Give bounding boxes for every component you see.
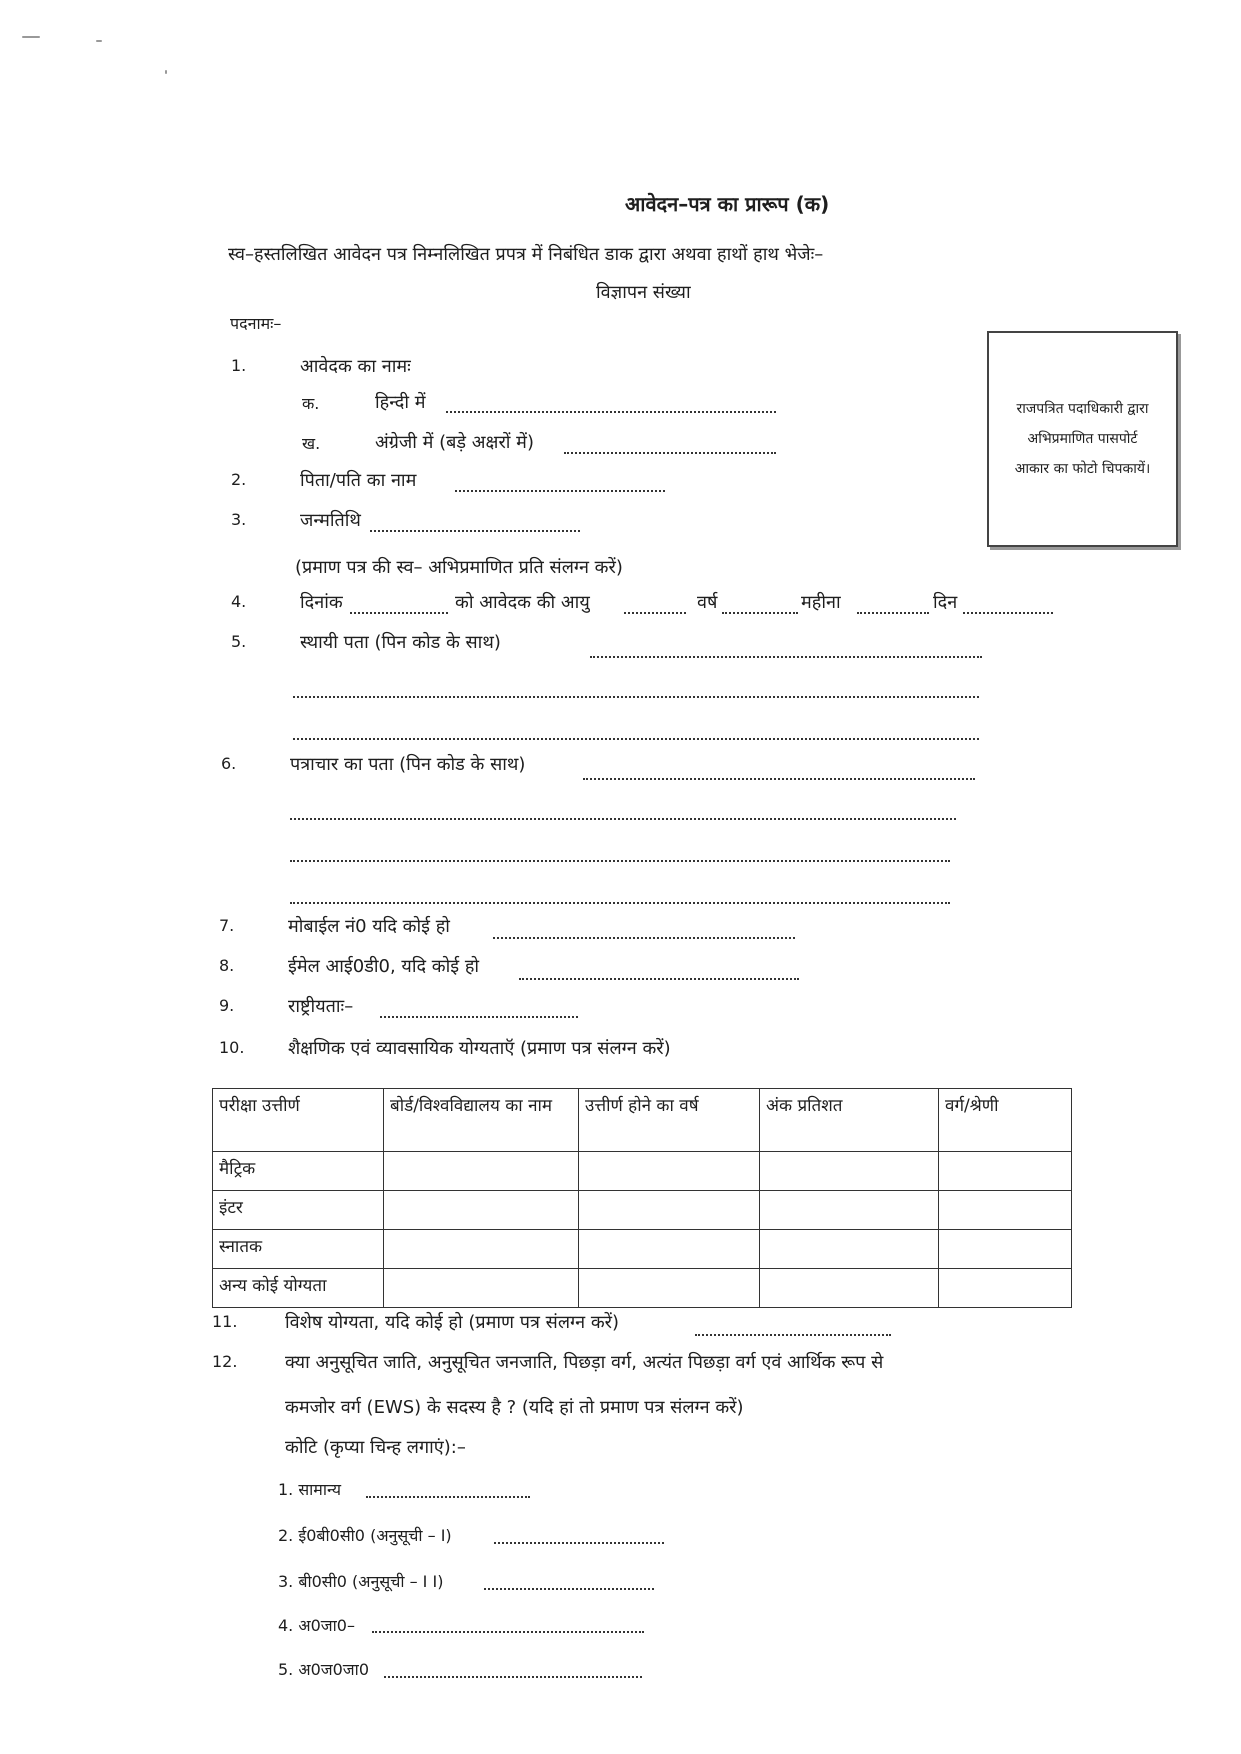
table-cell[interactable] <box>939 1230 1072 1269</box>
mobile-label: मोबाईल नं0 यदि कोई हो <box>288 916 450 937</box>
instruction-text: स्व–हस्तलिखित आवेदन पत्र निम्नलिखित प्रपत्र में निबंधित डाक द्वारा अथवा हाथों हाथ भेजेः– <box>228 244 824 265</box>
field-subnumber: क. <box>302 394 320 413</box>
scan-mark <box>165 70 167 74</box>
category-mark-label: कोटि (कृप्या चिन्ह लगाएं):– <box>285 1437 466 1458</box>
table-cell[interactable] <box>760 1191 939 1230</box>
field-number: 10. <box>219 1038 245 1057</box>
category-ebc: 2. ई0बी0सी0 (अनुसूची – I) <box>278 1526 452 1545</box>
photo-box-line: अभिप्रमाणित पासपोर्ट <box>1027 431 1138 447</box>
field-number: 4. <box>231 592 247 611</box>
category-bc: 3. बी0सी0 (अनुसूची – I I) <box>278 1572 444 1591</box>
table-cell[interactable] <box>579 1269 760 1308</box>
permanent-address-line[interactable] <box>293 696 979 698</box>
permanent-address-line[interactable] <box>293 738 979 740</box>
special-qualification-label: विशेष योग्यता, यदि कोई हो (प्रमाण पत्र संलग्न करें) <box>285 1312 620 1333</box>
category-st: 5. अ0ज0जा0 <box>278 1660 370 1679</box>
field-number: 5. <box>231 632 247 651</box>
table-row <box>213 1269 1072 1308</box>
day-label: दिन <box>933 592 958 613</box>
day-line[interactable] <box>963 612 1053 614</box>
table-cell[interactable] <box>579 1230 760 1269</box>
table-cell[interactable] <box>760 1269 939 1308</box>
table-cell[interactable] <box>384 1152 579 1191</box>
field-number: 3. <box>231 510 247 529</box>
table-row <box>213 1230 1072 1269</box>
field-number: 8. <box>219 956 235 975</box>
category-general: 1. सामान्य <box>278 1480 342 1499</box>
field-number: 1. <box>231 356 247 375</box>
row-label: मैट्रिक <box>213 1152 384 1191</box>
table-row <box>213 1191 1072 1230</box>
photo-box-line: राजपत्रित पदाधिकारी द्वारा <box>1016 401 1149 417</box>
row-label: इंटर <box>213 1191 384 1230</box>
table-cell[interactable] <box>760 1230 939 1269</box>
table-header-row <box>213 1089 1072 1152</box>
field-number: 2. <box>231 470 247 489</box>
name-english-line[interactable] <box>564 452 776 454</box>
form-title: आवेदन–पत्र का प्रारूप (क) <box>625 192 830 216</box>
email-line[interactable] <box>519 978 799 980</box>
date-label: दिनांक <box>300 592 343 613</box>
category-sc-line[interactable] <box>372 1631 644 1633</box>
father-husband-name-line[interactable] <box>455 490 665 492</box>
reserved-category-question: कमजोर वर्ग (EWS) के सदस्य है ? (यदि हां तो प्रमाण पत्र संलग्न करें) <box>285 1397 744 1418</box>
applicant-name-label: आवेदक का नामः <box>300 356 411 377</box>
table-cell[interactable] <box>760 1152 939 1191</box>
correspondence-address-line[interactable] <box>583 778 975 780</box>
correspondence-address-line[interactable] <box>290 818 956 820</box>
correspondence-address-line[interactable] <box>290 860 950 862</box>
column-header: अंक प्रतिशत <box>760 1089 939 1152</box>
special-qualification-line[interactable] <box>695 1334 891 1336</box>
age-label: को आवेदक की आयु <box>455 592 590 613</box>
field-number: 6. <box>221 754 237 773</box>
dob-note: (प्रमाण पत्र की स्व– अभिप्रमाणित प्रति संलग्न करें) <box>295 557 623 578</box>
month-label: महीना <box>801 592 841 613</box>
mobile-line[interactable] <box>493 937 795 939</box>
photo-box[interactable] <box>987 331 1178 547</box>
dob-line[interactable] <box>370 530 580 532</box>
correspondence-address-label: पत्राचार का पता (पिन कोड के साथ) <box>290 754 526 775</box>
name-hindi-label: हिन्दी में <box>375 392 426 413</box>
name-english-label: अंग्रेजी में (बड़े अक्षरों में) <box>375 432 534 453</box>
advertisement-number-label: विज्ञापन संख्या <box>596 282 691 303</box>
category-bc-line[interactable] <box>484 1588 654 1590</box>
age-line[interactable] <box>624 612 686 614</box>
name-hindi-line[interactable] <box>446 411 776 413</box>
reserved-category-question: क्या अनुसूचित जाति, अनुसूचित जनजाति, पिछड़ा वर्ग, अत्यंत पिछड़ा वर्ग एवं आर्थिक रूप से <box>285 1352 884 1373</box>
category-st-line[interactable] <box>384 1676 642 1678</box>
permanent-address-line[interactable] <box>590 656 982 658</box>
field-number: 11. <box>212 1312 238 1331</box>
table-cell[interactable] <box>579 1152 760 1191</box>
field-number: 9. <box>219 996 235 1015</box>
nationality-label: राष्ट्रीयताः– <box>288 996 354 1017</box>
date-line[interactable] <box>350 612 448 614</box>
scan-mark <box>96 40 102 42</box>
month-line[interactable] <box>857 612 929 614</box>
row-label: स्नातक <box>213 1230 384 1269</box>
table-row <box>213 1152 1072 1191</box>
dob-label: जन्मतिथि <box>300 510 361 531</box>
qualifications-label: शैक्षणिक एवं व्यावसायिक योग्यताऍ (प्रमाण पत्र संलग्न करें) <box>288 1038 671 1059</box>
table-cell[interactable] <box>384 1269 579 1308</box>
email-label: ईमेल आई0डी0, यदि कोई हो <box>288 956 480 977</box>
post-name-label: पदनामः– <box>230 314 282 333</box>
table-cell[interactable] <box>939 1269 1072 1308</box>
table-cell[interactable] <box>579 1191 760 1230</box>
column-header: वर्ग/श्रेणी <box>939 1089 1072 1152</box>
father-husband-name-label: पिता/पति का नाम <box>300 470 417 491</box>
column-header: उत्तीर्ण होने का वर्ष <box>579 1089 760 1152</box>
permanent-address-label: स्थायी पता (पिन कोड के साथ) <box>300 632 501 653</box>
column-header: बोर्ड/विश्वविद्यालय का नाम <box>384 1089 579 1152</box>
correspondence-address-line[interactable] <box>290 902 950 904</box>
table-cell[interactable] <box>939 1191 1072 1230</box>
table-cell[interactable] <box>384 1230 579 1269</box>
photo-box-line: आकार का फोटो चिपकायें। <box>1014 461 1151 477</box>
year-line[interactable] <box>722 612 798 614</box>
table-cell[interactable] <box>384 1191 579 1230</box>
field-subnumber: ख. <box>302 434 321 453</box>
category-general-line[interactable] <box>366 1496 530 1498</box>
field-number: 12. <box>212 1352 238 1371</box>
row-label: अन्य कोई योग्यता <box>213 1269 384 1308</box>
category-ebc-line[interactable] <box>494 1542 664 1544</box>
nationality-line[interactable] <box>380 1016 578 1018</box>
column-header: परीक्षा उत्तीर्ण <box>213 1089 384 1152</box>
field-number: 7. <box>219 916 235 935</box>
scan-mark <box>22 36 40 38</box>
table-cell[interactable] <box>939 1152 1072 1191</box>
year-label: वर्ष <box>697 592 718 613</box>
category-sc: 4. अ0जा0– <box>278 1616 355 1635</box>
qualification-table <box>212 1088 1072 1308</box>
